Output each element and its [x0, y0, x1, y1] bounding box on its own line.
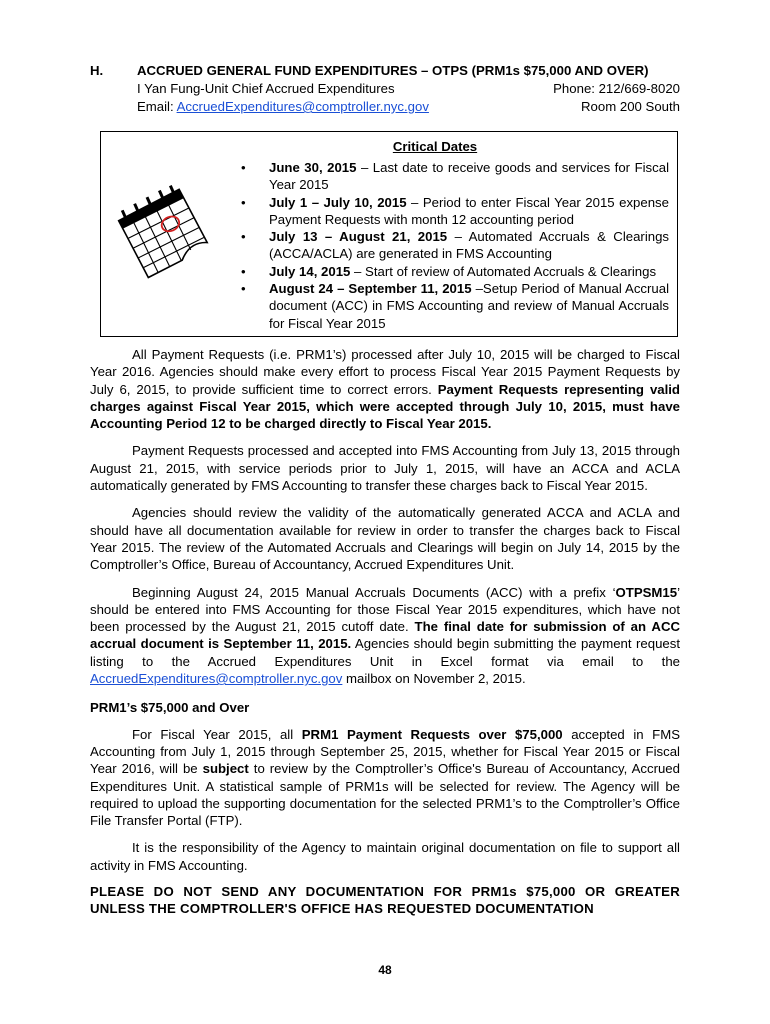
paragraph-text: All Payment Requests (i.e. PRM1’s) processed after July 10, 2015 will be charged to Fiscal Year 2016. Agencies should make every effort to process Fiscal Year 2015 Payment Requests by July 6, 2015, to provide sufficient time to correct errors.: [90, 347, 680, 397]
paragraph-emphasis: subject: [202, 761, 249, 777]
warning-notice: PLEASE DO NOT SEND ANY DOCUMENTATION FOR PRM1s $75,000 OR GREATER UNLESS THE COMPTROLLER'S OFFICE HAS REQUESTED DOCUMENTATION: [90, 884, 680, 917]
date-label: July 14, 2015: [269, 263, 351, 279]
contact-room: Room 200 South: [581, 99, 680, 114]
paragraph-text: ’ should be entered into FMS Accounting for those Fiscal Year 2015 expenditures, which have not been processed by the August 21, 2015 cutoff date.: [90, 584, 680, 635]
contact-row: [90, 80, 680, 98]
paragraph-text: Beginning August 24, 2015 Manual Accruals Documents (ACC) with a prefix ‘: [132, 584, 616, 600]
calendar-icon: [113, 182, 211, 282]
critical-date-item: [241, 194, 669, 229]
section-header: [90, 62, 680, 116]
critical-dates-list: [241, 159, 669, 332]
paragraph-emphasis: PRM1 Payment Requests over $75,000: [301, 726, 563, 742]
paragraph-emphasis: The final date for submission of an ACC accrual document is September 11, 2015.: [90, 619, 680, 652]
critical-date-item: [241, 263, 669, 280]
paragraph-responsibility: It is the responsibility of the Agency to maintain original documentation on file to support all activity in FMS Accounting.: [90, 840, 680, 873]
date-description: – Start of review of Automated Accruals & Clearings: [350, 263, 657, 279]
email-row: [90, 98, 680, 116]
email-link[interactable]: AccruedExpenditures@comptroller.nyc.gov: [176, 99, 429, 114]
paragraph-text: For Fiscal Year 2015, all: [132, 726, 302, 742]
date-label: August 24 – September 11, 2015: [269, 281, 472, 297]
paragraph-review: Agencies should review the validity of the automatically generated ACCA and ACLA and should have all documentation available for review in order to transfer the charges back to Fiscal Year 2015. The review of the Automated Accruals and Clearings will begin on July 14, 2015 by the Comptroller’s Office, Bureau of Accountancy, Accrued Expenditures Unit.: [90, 505, 680, 573]
date-label: June 30, 2015: [269, 160, 357, 175]
date-description: – Automated Accruals & Clearings (ACCA/ACLA) are generated in FMS Accounting: [269, 229, 670, 262]
document-page: [90, 62, 680, 918]
critical-dates-title: Critical Dates: [392, 139, 478, 154]
critical-date-item: [241, 159, 669, 194]
paragraph-text: mailbox on November 2, 2015.: [342, 671, 526, 687]
critical-date-item: [241, 280, 669, 332]
email-label: Email:: [137, 99, 177, 114]
section-letter: H.: [90, 63, 104, 78]
contact-phone: Phone: 212/669-8020: [553, 81, 680, 96]
date-label: July 1 – July 10, 2015: [269, 194, 407, 210]
critical-dates-box: [100, 131, 678, 337]
contact-name: I Yan Fung-Unit Chief Accrued Expenditures: [137, 81, 395, 96]
email-link[interactable]: AccruedExpenditures@comptroller.nyc.gov: [90, 671, 343, 687]
critical-date-item: [241, 228, 669, 263]
paragraph-text: to review by the Comptroller’s Office's Bureau of Accountancy, Accrued Expenditures Unit. A statistical sample of PRM1s will be selected for review. The Agency will be required to upload the supporting documentation for the selected PRM1’s to the Comptroller’s Office File Transfer Portal (FTP).: [90, 761, 680, 829]
date-description: –Setup Period of Manual Accrual document (ACC) in FMS Accounting and review of Manual Accruals for Fiscal Year 2015: [269, 281, 670, 331]
paragraph-automated-accruals: Payment Requests processed and accepted into FMS Accounting from July 13, 2015 through August 21, 2015, with service periods prior to July 1, 2015, will have an ACCA and ACLA automatically generated by FMS Accounting to transfer these charges back to Fiscal Year 2015.: [90, 443, 680, 494]
date-description: – Last date to receive goods and services for Fiscal Year 2015: [269, 160, 670, 193]
paragraph-text: accepted in FMS Accounting from July 1, 2015 through September 25, 2015, whether for Fiscal Year 2015 or Fiscal Year 2016, will be: [90, 726, 681, 777]
paragraph-prm1-review: [90, 726, 680, 830]
paragraph-text: Agencies should begin submitting the payment request listing to the Accrued Expenditures Unit in Excel format via email to the: [90, 636, 680, 669]
date-label: July 13 – August 21, 2015: [269, 229, 448, 245]
paragraph-payment-requests: [90, 346, 680, 432]
page-number: 48: [378, 963, 392, 977]
date-description: – Period to enter Fiscal Year 2015 expense Payment Requests with month 12 accounting period: [269, 194, 669, 227]
paragraph-manual-accruals: [90, 584, 680, 688]
prefix-code: OTPSM15: [615, 584, 678, 600]
email-line: [137, 98, 429, 116]
section-title: ACCRUED GENERAL FUND EXPENDITURES – OTPS (PRM1s $75,000 AND OVER): [137, 63, 649, 78]
paragraph-emphasis: Payment Requests representing valid charges against Fiscal Year 2015, which were accepted through July 10, 2015, must have Accounting Period 12 to be charged directly to Fiscal Year 2015.: [90, 381, 680, 432]
subheading-prm1: PRM1’s $75,000 and Over: [90, 700, 250, 716]
